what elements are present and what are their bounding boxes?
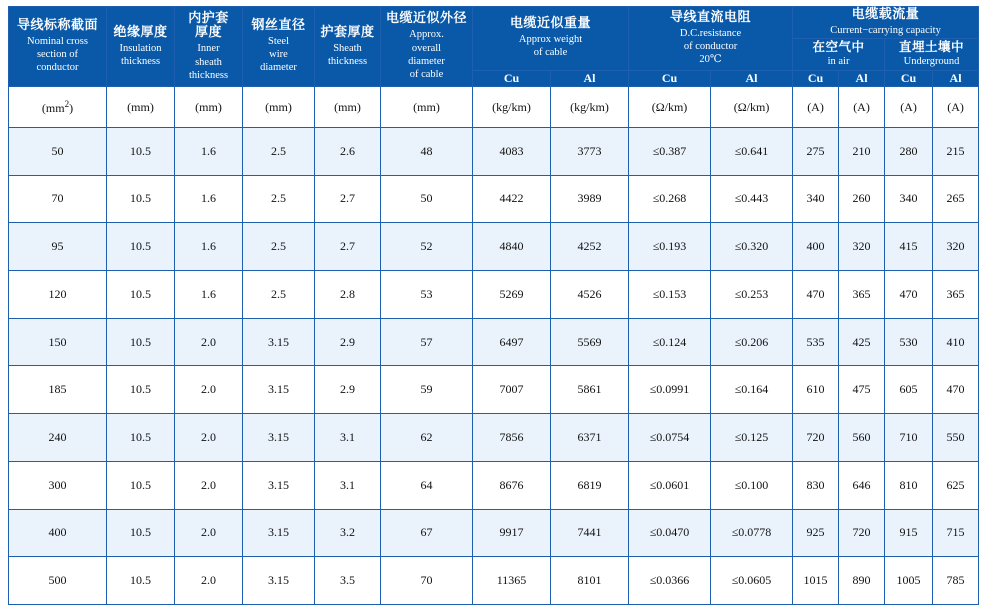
cell-under-al: 215	[933, 127, 979, 175]
header-overall-diameter-en: Approx. overall diameter of cable	[408, 29, 445, 80]
cell-weight-al: 5861	[551, 366, 629, 414]
cell-res-al: ≤0.641	[711, 127, 793, 175]
cell-nominal: 300	[9, 461, 107, 509]
cell-weight-al: 3773	[551, 127, 629, 175]
cell-res-cu: ≤0.153	[629, 271, 711, 319]
cell-inner-sheath: 1.6	[175, 175, 243, 223]
cell-weight-cu: 4840	[473, 223, 551, 271]
header-dc-resistance	[629, 7, 793, 71]
cell-diameter: 67	[381, 509, 473, 557]
header-underground-cn: 直埋土壤中	[899, 39, 965, 55]
header-dc-resistance-en: D.C.resistance of conductor 20℃	[679, 27, 742, 65]
header-inner-sheath-thickness	[175, 7, 243, 87]
cell-sheath: 2.8	[315, 271, 381, 319]
cell-under-cu: 810	[885, 461, 933, 509]
table-row	[9, 223, 979, 271]
cell-inner-sheath: 2.0	[175, 461, 243, 509]
cell-under-al: 625	[933, 461, 979, 509]
table-row	[9, 271, 979, 319]
cell-res-al: ≤0.0605	[711, 557, 793, 605]
cell-sheath: 3.2	[315, 509, 381, 557]
cell-res-cu: ≤0.0366	[629, 557, 711, 605]
unit-resistance-cu: (Ω/km)	[629, 87, 711, 128]
cell-diameter: 52	[381, 223, 473, 271]
cell-weight-cu: 4083	[473, 127, 551, 175]
unit-steel-wire-diameter: (mm)	[243, 87, 315, 128]
cell-diameter: 48	[381, 127, 473, 175]
cell-diameter: 53	[381, 271, 473, 319]
unit-air-al: (A)	[839, 87, 885, 128]
cell-res-cu: ≤0.387	[629, 127, 711, 175]
unit-resistance-al: (Ω/km)	[711, 87, 793, 128]
header-underground-en: Underground	[903, 56, 960, 68]
header-insulation-thickness-en: Insulation thickness	[119, 42, 162, 67]
header-current-capacity-en: Current−carrying capacity	[830, 24, 941, 36]
cell-nominal: 70	[9, 175, 107, 223]
cell-steel-wire: 2.5	[243, 175, 315, 223]
cell-nominal: 240	[9, 414, 107, 462]
cell-res-al: ≤0.0778	[711, 509, 793, 557]
header-approx-weight-cn: 电缆近似重量	[510, 16, 592, 32]
header-steel-wire-diameter-cn: 钢丝直径	[251, 18, 306, 34]
cell-under-al: 265	[933, 175, 979, 223]
table-row	[9, 461, 979, 509]
cell-steel-wire: 2.5	[243, 271, 315, 319]
header-row-main	[9, 7, 979, 39]
cell-res-cu: ≤0.0470	[629, 509, 711, 557]
cell-air-al: 425	[839, 318, 885, 366]
cell-weight-al: 6371	[551, 414, 629, 462]
unit-underground-cu: (A)	[885, 87, 933, 128]
cell-under-al: 550	[933, 414, 979, 462]
cell-steel-wire: 3.15	[243, 318, 315, 366]
cell-under-al: 365	[933, 271, 979, 319]
table-row	[9, 414, 979, 462]
cell-weight-al: 6819	[551, 461, 629, 509]
cell-air-al: 560	[839, 414, 885, 462]
cell-res-al: ≤0.443	[711, 175, 793, 223]
header-inner-sheath-thickness-cn: 内护套 厚度	[188, 10, 229, 41]
header-in-air-en: in air	[827, 56, 850, 68]
table-row	[9, 509, 979, 557]
cell-under-al: 470	[933, 366, 979, 414]
cell-diameter: 57	[381, 318, 473, 366]
cell-weight-cu: 7007	[473, 366, 551, 414]
cell-insulation: 10.5	[107, 366, 175, 414]
cell-nominal: 95	[9, 223, 107, 271]
cell-under-cu: 530	[885, 318, 933, 366]
cell-under-cu: 470	[885, 271, 933, 319]
cell-diameter: 59	[381, 366, 473, 414]
cell-res-cu: ≤0.268	[629, 175, 711, 223]
header-underground-al: Al	[933, 70, 979, 87]
cell-res-al: ≤0.253	[711, 271, 793, 319]
cell-weight-cu: 6497	[473, 318, 551, 366]
header-nominal-cross-section	[9, 7, 107, 87]
cell-steel-wire: 3.15	[243, 461, 315, 509]
header-current-capacity-cn: 电缆载流量	[851, 7, 920, 22]
cell-insulation: 10.5	[107, 414, 175, 462]
cell-air-cu: 470	[793, 271, 839, 319]
cell-air-cu: 830	[793, 461, 839, 509]
cell-insulation: 10.5	[107, 175, 175, 223]
cell-insulation: 10.5	[107, 271, 175, 319]
cell-nominal: 120	[9, 271, 107, 319]
cell-insulation: 10.5	[107, 223, 175, 271]
unit-weight-al: (kg/km)	[551, 87, 629, 128]
cell-under-cu: 605	[885, 366, 933, 414]
cell-under-cu: 340	[885, 175, 933, 223]
cell-weight-cu: 7856	[473, 414, 551, 462]
cell-air-cu: 400	[793, 223, 839, 271]
header-weight-al: Al	[551, 70, 629, 87]
cell-air-cu: 610	[793, 366, 839, 414]
cell-res-cu: ≤0.0754	[629, 414, 711, 462]
cell-sheath: 2.6	[315, 127, 381, 175]
cell-sheath: 3.1	[315, 461, 381, 509]
cell-res-cu: ≤0.0601	[629, 461, 711, 509]
header-dc-resistance-cn: 导线直流电阻	[670, 9, 752, 25]
header-resistance-al: Al	[711, 70, 793, 87]
cell-air-cu: 340	[793, 175, 839, 223]
header-approx-weight-en: Approx weight of cable	[518, 34, 583, 59]
table-body	[9, 87, 979, 605]
cell-air-cu: 720	[793, 414, 839, 462]
unit-air-cu: (A)	[793, 87, 839, 128]
cell-insulation: 10.5	[107, 318, 175, 366]
unit-nominal-cross-section: $(mm^2)$	[9, 87, 107, 128]
cell-weight-cu: 8676	[473, 461, 551, 509]
header-inner-sheath-thickness-en: Inner sheath thickness	[188, 43, 229, 81]
cell-insulation: 10.5	[107, 509, 175, 557]
cell-res-al: ≤0.100	[711, 461, 793, 509]
header-underground-cu: Cu	[885, 70, 933, 87]
cell-under-cu: 710	[885, 414, 933, 462]
header-sheath-thickness	[315, 7, 381, 87]
cell-under-cu: 1005	[885, 557, 933, 605]
cell-nominal: 50	[9, 127, 107, 175]
unit-insulation-thickness: (mm)	[107, 87, 175, 128]
cell-weight-al: 7441	[551, 509, 629, 557]
cell-weight-al: 4252	[551, 223, 629, 271]
cell-air-al: 260	[839, 175, 885, 223]
cell-inner-sheath: 2.0	[175, 414, 243, 462]
cell-steel-wire: 3.15	[243, 509, 315, 557]
cell-steel-wire: 3.15	[243, 414, 315, 462]
header-steel-wire-diameter-en: Steel wire diameter	[260, 35, 297, 74]
cell-under-al: 785	[933, 557, 979, 605]
cell-air-cu: 535	[793, 318, 839, 366]
cell-weight-al: 5569	[551, 318, 629, 366]
table-row	[9, 127, 979, 175]
cell-air-al: 720	[839, 509, 885, 557]
unit-overall-diameter: (mm)	[381, 87, 473, 128]
cell-nominal: 185	[9, 366, 107, 414]
unit-weight-cu: (kg/km)	[473, 87, 551, 128]
header-sheath-thickness-en: Sheath thickness	[327, 42, 368, 67]
cell-res-al: ≤0.164	[711, 366, 793, 414]
header-insulation-thickness	[107, 7, 175, 87]
header-in-air	[793, 39, 885, 71]
cell-air-al: 210	[839, 127, 885, 175]
header-insulation-thickness-cn: 绝缘厚度	[113, 24, 168, 40]
cell-air-cu: 925	[793, 509, 839, 557]
cell-insulation: 10.5	[107, 461, 175, 509]
header-nominal-cross-section-en: Nominal cross section of conductor	[27, 35, 88, 74]
header-approx-weight	[473, 7, 629, 71]
cell-nominal: 150	[9, 318, 107, 366]
unit-underground-al: (A)	[933, 87, 979, 128]
cell-air-al: 646	[839, 461, 885, 509]
cell-sheath: 2.9	[315, 366, 381, 414]
cell-inner-sheath: 2.0	[175, 366, 243, 414]
header-resistance-cu: Cu	[629, 70, 711, 87]
cell-inner-sheath: 1.6	[175, 223, 243, 271]
cell-inner-sheath: 2.0	[175, 509, 243, 557]
cell-steel-wire: 2.5	[243, 127, 315, 175]
cell-air-al: 320	[839, 223, 885, 271]
cell-sheath: 3.5	[315, 557, 381, 605]
cell-weight-cu: 5269	[473, 271, 551, 319]
unit-row	[9, 87, 979, 128]
cell-inner-sheath: 1.6	[175, 127, 243, 175]
cell-diameter: 64	[381, 461, 473, 509]
cell-sheath: 2.7	[315, 223, 381, 271]
header-underground	[885, 39, 979, 71]
cell-inner-sheath: 1.6	[175, 271, 243, 319]
cell-inner-sheath: 2.0	[175, 557, 243, 605]
header-weight-cu: Cu	[473, 70, 551, 87]
header-air-cu: Cu	[793, 70, 839, 87]
cell-weight-al: 4526	[551, 271, 629, 319]
cell-under-cu: 280	[885, 127, 933, 175]
cell-diameter: 62	[381, 414, 473, 462]
cell-under-cu: 915	[885, 509, 933, 557]
table-row	[9, 557, 979, 605]
cell-diameter: 50	[381, 175, 473, 223]
cell-air-cu: 1015	[793, 557, 839, 605]
cell-inner-sheath: 2.0	[175, 318, 243, 366]
table-row	[9, 366, 979, 414]
header-overall-diameter-cn: 电缆近似外径	[385, 11, 467, 27]
table-header	[9, 7, 979, 87]
cell-weight-al: 8101	[551, 557, 629, 605]
cell-steel-wire: 3.15	[243, 366, 315, 414]
cell-sheath: 2.9	[315, 318, 381, 366]
cell-res-al: ≤0.206	[711, 318, 793, 366]
cell-air-al: 365	[839, 271, 885, 319]
unit-inner-sheath-thickness: (mm)	[175, 87, 243, 128]
cell-steel-wire: 2.5	[243, 223, 315, 271]
cell-res-al: ≤0.320	[711, 223, 793, 271]
cell-res-cu: ≤0.124	[629, 318, 711, 366]
cell-under-al: 320	[933, 223, 979, 271]
unit-sheath-thickness: (mm)	[315, 87, 381, 128]
cell-air-cu: 275	[793, 127, 839, 175]
header-steel-wire-diameter	[243, 7, 315, 87]
header-sheath-thickness-cn: 护套厚度	[320, 24, 375, 40]
cell-air-al: 475	[839, 366, 885, 414]
cell-steel-wire: 3.15	[243, 557, 315, 605]
table-row	[9, 318, 979, 366]
cell-insulation: 10.5	[107, 127, 175, 175]
header-air-al: Al	[839, 70, 885, 87]
cell-under-al: 715	[933, 509, 979, 557]
header-in-air-cn: 在空气中	[812, 39, 865, 55]
header-current-capacity	[793, 7, 979, 39]
cell-weight-cu: 9917	[473, 509, 551, 557]
cell-insulation: 10.5	[107, 557, 175, 605]
cell-weight-cu: 11365	[473, 557, 551, 605]
cell-res-cu: ≤0.193	[629, 223, 711, 271]
cell-diameter: 70	[381, 557, 473, 605]
cell-sheath: 3.1	[315, 414, 381, 462]
cell-under-cu: 415	[885, 223, 933, 271]
cable-specification-table	[8, 6, 979, 605]
cell-under-al: 410	[933, 318, 979, 366]
cell-weight-al: 3989	[551, 175, 629, 223]
cell-nominal: 400	[9, 509, 107, 557]
header-nominal-cross-section-cn: 导线标称截面	[16, 18, 98, 34]
table-row	[9, 175, 979, 223]
cell-nominal: 500	[9, 557, 107, 605]
cell-res-al: ≤0.125	[711, 414, 793, 462]
cell-sheath: 2.7	[315, 175, 381, 223]
cell-weight-cu: 4422	[473, 175, 551, 223]
cell-res-cu: ≤0.0991	[629, 366, 711, 414]
cell-air-al: 890	[839, 557, 885, 605]
header-overall-diameter	[381, 7, 473, 87]
